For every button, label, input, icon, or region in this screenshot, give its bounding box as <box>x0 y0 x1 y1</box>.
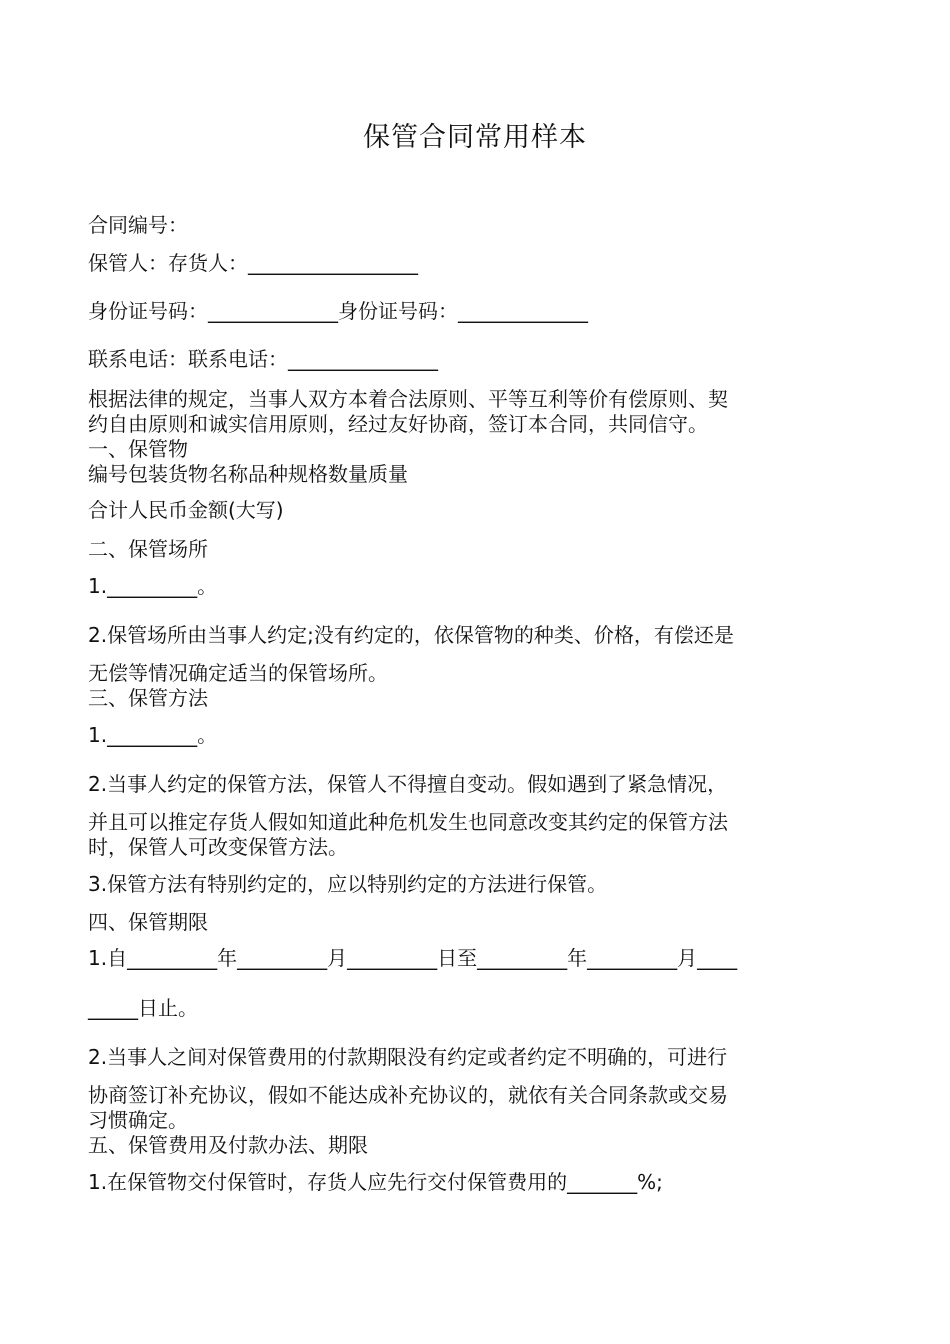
storage-place-item-1: 1._________。 <box>88 574 218 598</box>
section-3-heading: 三、保管方法 <box>88 686 208 710</box>
storage-method-item-2-line-2: 并且可以推定存货人假如知道此种危机发生也同意改变其约定的保管方法 <box>88 810 728 834</box>
storage-method-item-2-line-3: 时，保管人可改变保管方法。 <box>88 835 348 859</box>
contract-number-line: 合同编号： <box>88 213 188 237</box>
storage-method-item-2-line-1: 2.当事人约定的保管方法，保管人不得擅自变动。假如遇到了紧急情况， <box>88 772 728 796</box>
term-item-1-line-2: _____日止。 <box>88 996 198 1020</box>
section-1-heading: 一、保管物 <box>88 437 188 461</box>
term-item-2-line-3: 习惯确定。 <box>88 1108 188 1132</box>
term-item-2-line-2: 协商签订补充协议，假如不能达成补充协议的，就依有关合同条款或交易 <box>88 1083 728 1107</box>
id-number-line: 身份证号码：_____________身份证号码：_____________ <box>88 299 588 323</box>
section-5-heading: 五、保管费用及付款办法、期限 <box>88 1133 368 1157</box>
total-amount-line: 合计人民币金额(大写) <box>88 498 284 522</box>
parties-line: 保管人：存货人：_________________ <box>88 251 418 275</box>
term-item-1-line-1: 1.自_________年_________月_________日至_________年_________月____ <box>88 946 738 970</box>
storage-method-item-3: 3.保管方法有特别约定的，应以特别约定的方法进行保管。 <box>88 872 608 896</box>
section-2-heading: 二、保管场所 <box>88 537 208 561</box>
preamble-line-2: 约自由原则和诚实信用原则，经过友好协商，签订本合同，共同信守。 <box>88 412 708 436</box>
section-4-heading: 四、保管期限 <box>88 910 208 934</box>
preamble-line-1: 根据法律的规定，当事人双方本着合法原则、平等互利等价有偿原则、契 <box>88 387 728 411</box>
storage-method-item-1: 1._________。 <box>88 723 218 747</box>
fee-item-1: 1.在保管物交付保管时，存货人应先行交付保管费用的_______%; <box>88 1170 663 1194</box>
phone-line: 联系电话：联系电话：_______________ <box>88 347 438 371</box>
storage-place-item-2-line-2: 无偿等情况确定适当的保管场所。 <box>88 661 388 685</box>
goods-table-header: 编号包装货物名称品种规格数量质量 <box>88 462 408 486</box>
storage-place-item-2-line-1: 2.保管场所由当事人约定;没有约定的，依保管物的种类、价格，有偿还是 <box>88 623 734 647</box>
term-item-2-line-1: 2.当事人之间对保管费用的付款期限没有约定或者约定不明确的，可进行 <box>88 1045 728 1069</box>
document-title: 保管合同常用样本 <box>363 122 587 153</box>
